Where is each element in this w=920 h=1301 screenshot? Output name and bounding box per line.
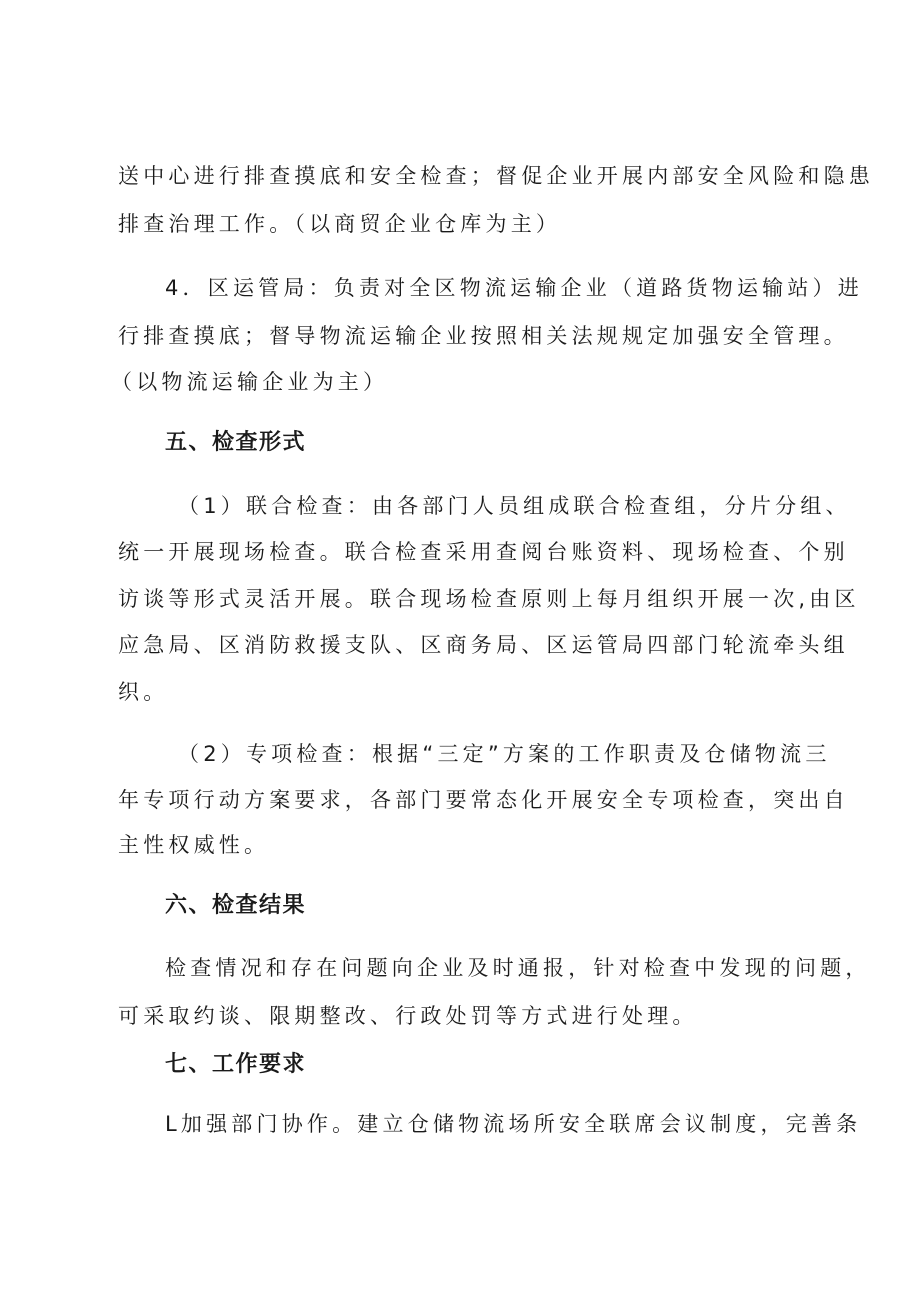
section-heading: 五、检查形式	[165, 430, 307, 455]
body-text-line: （2）专项检查：根据“三定”方案的工作职责及仓储物流三	[178, 742, 831, 766]
section-heading: 七、工作要求	[165, 1052, 307, 1077]
body-text-line: 主性权威性。	[118, 833, 270, 857]
body-text-line: 行排查摸底；督导物流运输企业按照相关法规规定加强安全管理。	[118, 324, 849, 348]
body-text-line: 检查情况和存在问题向企业及时通报，针对检查中发现的问题，	[165, 956, 871, 980]
section-heading: 六、检查结果	[165, 893, 307, 918]
body-text-line: （以物流运输企业为主）	[111, 370, 389, 394]
body-text-line: 应急局、区消防救援支队、区商务局、区运管局四部门轮流牵头组	[118, 633, 849, 657]
body-text-line: 送中心进行排查摸底和安全检查；督促企业开展内部安全风险和隐患	[118, 164, 874, 188]
body-text-line: （1）联合检查：由各部门人员组成联合检查组，分片分组、	[178, 494, 851, 518]
body-text-line: 访谈等形式灵活开展。联合现场检查原则上每月组织开展一次,由区	[118, 587, 860, 611]
body-text-line: 统一开展现场检查。联合检查采用查阅台账资料、现场检查、个别	[118, 540, 849, 564]
body-text-line: 排查治理工作。（以商贸企业仓库为主）	[118, 212, 562, 236]
body-text-line: 4．区运管局：负责对全区物流运输企业（道路货物运输站）进	[165, 276, 863, 300]
body-text-line: 可采取约谈、限期整改、行政处罚等方式进行处理。	[118, 1004, 698, 1028]
body-text-line: L加强部门协作。建立仓储物流场所安全联席会议制度，完善条	[165, 1112, 862, 1136]
body-text-line: 年专项行动方案要求，各部门要常态化开展安全专项检查，突出自	[118, 788, 849, 812]
body-text-line: 织。	[118, 680, 169, 704]
